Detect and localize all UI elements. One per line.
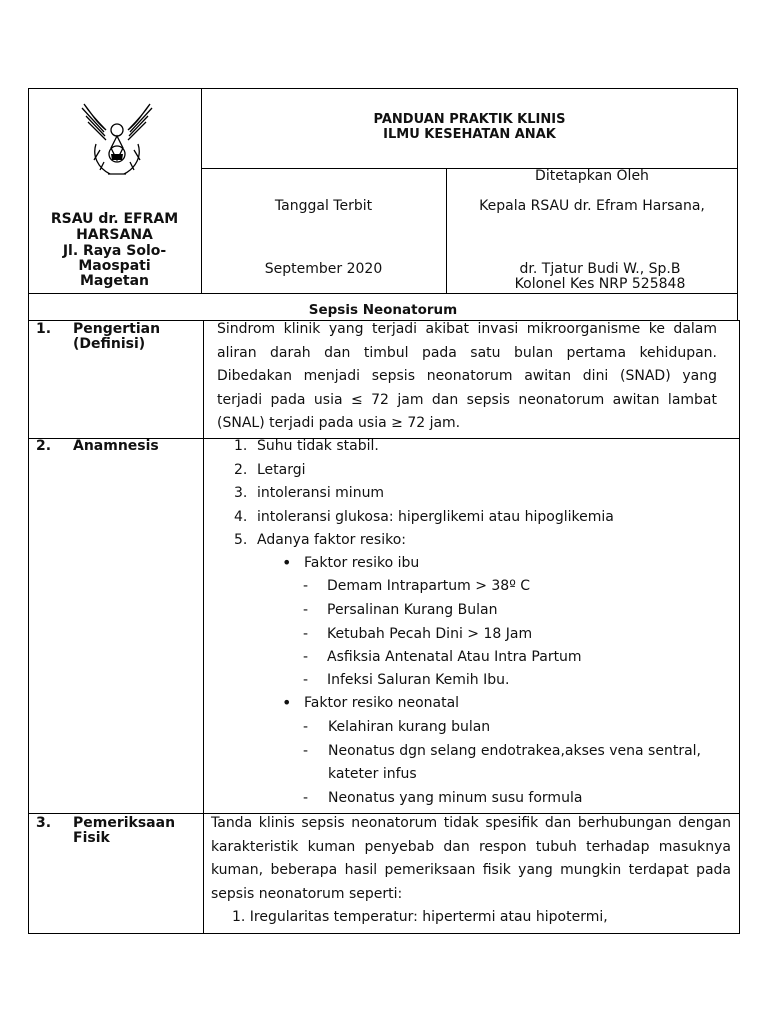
bullet-item: Faktor resiko ibu [304, 555, 420, 571]
sub-item: Demam Intrapartum > 38º C [327, 578, 531, 594]
hospital-address-line3: Magetan [79, 273, 149, 289]
dash-icon: - [303, 790, 309, 806]
header-divider-v2 [446, 168, 447, 294]
dash-icon: - [303, 626, 309, 642]
section-2-number: 2. [36, 438, 52, 454]
set-by-role: Kepala RSAU dr. Efram Harsana, [479, 198, 705, 214]
list-number: 1. [234, 438, 248, 454]
body-line: kuman, beberapa hasil pemeriksaan fisik yang mungkin terdapat pada [211, 862, 731, 878]
section-3-title-line1: Pemeriksaan [73, 815, 176, 831]
sub-item: Neonatus dgn selang endotrakea,akses vena sentral, [328, 743, 701, 759]
bullet-icon: • [282, 693, 292, 712]
section-1-title-line1: Pengertian [73, 321, 161, 337]
dash-icon: - [303, 719, 309, 735]
section-3-body [211, 815, 731, 909]
sub-item: Neonatus yang minum susu formula [328, 790, 583, 806]
list-number: 2. [234, 462, 248, 478]
section-1-title-line2: (Definisi) [73, 336, 146, 352]
hospital-name-line2: HARSANA [76, 227, 153, 243]
list-item: Suhu tidak stabil. [257, 438, 379, 454]
list-number: 4. [234, 509, 248, 525]
dash-icon: - [303, 578, 309, 594]
body-line: Tanda klinis sepsis neonatorum tidak spesifik dan berhubungan dengan [211, 815, 731, 831]
body-line: sepsis neonatorum seperti: [211, 885, 403, 902]
list-item: Letargi [257, 462, 306, 478]
signer-name: dr. Tjatur Budi W., Sp.B [519, 261, 681, 277]
body-line: karakteristik kuman penyebab dan respon tubuh terhadap masuknya [211, 838, 731, 855]
sub-item: Infeksi Saluran Kemih Ibu. [327, 672, 510, 688]
topic-title: Sepsis Neonatorum [308, 302, 458, 318]
list-number: 3. [234, 485, 248, 501]
definition-line: Sindrom klinik yang terjadi akibat invasi mikroorganisme ke dalam [217, 321, 717, 337]
section-1-number: 1. [36, 321, 52, 337]
sub-item: Asfiksia Antenatal Atau Intra Partum [327, 649, 582, 665]
hospital-address-line1: Jl. Raya Solo- [62, 243, 167, 259]
sub-item: Persalinan Kurang Bulan [327, 602, 498, 618]
definition-line: (SNAL) terjadi pada usia ≥ 72 jam. [217, 415, 461, 431]
bullet-icon: • [282, 553, 292, 572]
issue-date-value: September 2020 [264, 261, 383, 277]
section-1-definition [217, 321, 717, 439]
sub-item-continued: kateter infus [328, 766, 417, 782]
document-title-line2: ILMU KESEHATAN ANAK [383, 127, 556, 142]
section-3-number: 3. [36, 815, 52, 831]
list-item: intoleransi minum [257, 485, 385, 501]
dash-icon: - [303, 672, 309, 688]
issue-date-label: Tanggal Terbit [274, 198, 373, 214]
bullet-item: Faktor resiko neonatal [304, 695, 460, 711]
signer-rank: Kolonel Kes NRP 525848 [514, 276, 686, 292]
sub-item: Kelahiran kurang bulan [328, 719, 491, 735]
section-3-title-line2: Fisik [73, 830, 110, 846]
dash-icon: - [303, 743, 309, 759]
definition-line: Dibedakan menjadi sepsis neonatorum awitan dini (SNAD) yang [217, 368, 717, 384]
hospital-address-line2: Maospati [78, 258, 151, 274]
hospital-name-line1: RSAU dr. EFRAM [50, 211, 179, 227]
section-divider-v [203, 320, 204, 934]
document-title-line1: PANDUAN PRAKTIK KLINIS [373, 112, 566, 127]
list-number: 5. [234, 532, 248, 548]
section-divider-2 [28, 813, 740, 814]
dash-icon: - [303, 602, 309, 618]
list-item: intoleransi glukosa: hiperglikemi atau hipoglikemia [257, 509, 614, 525]
dash-icon: - [303, 649, 309, 665]
sub-item: Ketubah Pecah Dini > 18 Jam [327, 626, 533, 642]
definition-line: terjadi pada usia ≤ 72 jam dan sepsis neonatorum awitan lambat [217, 391, 717, 408]
set-by-label: Ditetapkan Oleh [535, 168, 649, 184]
definition-line: aliran darah dan timbul pada satu bulan pertama kehidupan. [217, 344, 717, 361]
eagle-emblem-logo [78, 100, 156, 180]
exam-list-item: 1. Iregularitas temperatur: hipertermi atau hipotermi, [232, 909, 608, 925]
list-item: Adanya faktor resiko: [257, 532, 406, 548]
section-2-title: Anamnesis [73, 438, 159, 454]
